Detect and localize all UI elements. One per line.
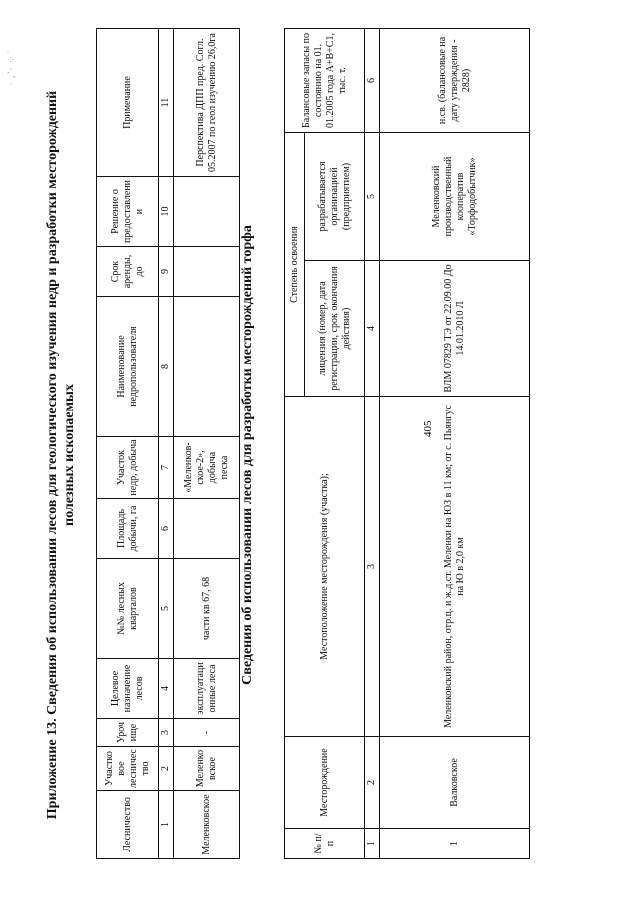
cell-location: Меленковский район, отр.ц. и ж.д.ст. Меленки на ЮЗ в 11 км; от с. Пьянгус на Ю в 2,0 км <box>380 397 530 737</box>
appendix-title-line1: Приложение 13. Сведения об использовании лесов для геологического изучения недр и разработки месторождений <box>45 90 60 820</box>
header-cell: № п/п <box>285 829 365 859</box>
cell-lease-term <box>174 247 240 297</box>
cell-developer: Меленковский производственный кооператив «Торфодобытчик» <box>380 132 530 260</box>
header-cell: Урочище <box>97 719 159 747</box>
header-cell: Местоположение месторождения (участка); <box>285 397 365 737</box>
header-cell: разрабатывается организацией (предприятием) <box>305 132 365 260</box>
column-number: 1 <box>159 791 174 859</box>
appendix-title <box>44 45 78 865</box>
table-header-row <box>97 29 159 859</box>
peat-deposits-table <box>284 28 530 859</box>
column-number: 7 <box>159 437 174 499</box>
header-cell: Месторождение <box>285 737 365 829</box>
cell-tract: - <box>174 719 240 747</box>
column-number: 1 <box>365 829 380 859</box>
column-number: 6 <box>159 499 174 559</box>
cell-forestry: Меленковское <box>174 791 240 859</box>
column-number-row <box>159 29 174 859</box>
column-number: 4 <box>159 659 174 719</box>
column-number: 4 <box>365 261 380 397</box>
column-number: 5 <box>365 132 380 260</box>
header-cell: Лесничество <box>97 791 159 859</box>
cell-reserves: н.св. (балансовые на дату утверждения - 2828) <box>380 28 530 132</box>
column-number: 3 <box>365 397 380 737</box>
column-number: 8 <box>159 297 174 437</box>
column-number: 2 <box>365 737 380 829</box>
header-cell: Степень освоения <box>285 132 305 396</box>
column-number: 9 <box>159 247 174 297</box>
cell-decision <box>174 177 240 247</box>
table-header-row <box>285 28 305 858</box>
header-cell: Целевое назначение лесов <box>97 659 159 719</box>
column-number: 10 <box>159 177 174 247</box>
cell-field: Валковское <box>380 737 530 829</box>
header-cell: лицензия (номер, дата регистрации, срок окончания действия) <box>305 261 365 397</box>
column-number: 3 <box>159 719 174 747</box>
table-row <box>174 29 240 859</box>
column-number: 6 <box>365 28 380 132</box>
cell-subsoil-site: «Меленков-ское-2», добыча песка <box>174 437 240 499</box>
cell-purpose: эксплуатационные леса <box>174 659 240 719</box>
peat-section-title: Сведения об использовании лесов для разработки месторождений торфа <box>240 225 255 685</box>
column-number: 11 <box>159 29 174 177</box>
forest-use-table <box>96 28 240 859</box>
page-number: 405 <box>422 420 434 437</box>
cell-number: 1 <box>380 829 530 859</box>
cell-license: ВЛМ 07829 ТЭ от 22.09.00 До 14.01.2010 Л <box>380 261 530 397</box>
appendix-title-line2: полезных ископаемых <box>62 384 77 526</box>
header-cell: Примечание <box>97 29 159 177</box>
cell-user <box>174 297 240 437</box>
header-cell: Участок недр, добыча <box>97 437 159 499</box>
column-number: 2 <box>159 747 174 791</box>
header-cell: Участковое лесничество <box>97 747 159 791</box>
header-cell: Балансовые запасы по состоянию на 01. 01.2005 года А+В+С1, тыс. т. <box>285 28 365 132</box>
cell-note: Перспектива ДПП пред. Согл. 05.2007 по геол изучению 26,0га <box>174 29 240 177</box>
header-cell: Площадь добычи, га <box>97 499 159 559</box>
header-cell: №№ лесных кварталов <box>97 559 159 659</box>
table-row <box>380 28 530 858</box>
header-cell: Срок аренды, до <box>97 247 159 297</box>
column-number-row <box>365 28 380 858</box>
cell-quarters: части кв 67, 68 <box>174 559 240 659</box>
header-cell: Решение о предоставлении <box>97 177 159 247</box>
cell-area <box>174 499 240 559</box>
column-number: 5 <box>159 559 174 659</box>
scan-artifact: · ,ʼ· ⁘ ̇ <box>6 51 16 85</box>
header-cell: Наименование недропользователя <box>97 297 159 437</box>
cell-district-forestry: Меленковское <box>174 747 240 791</box>
